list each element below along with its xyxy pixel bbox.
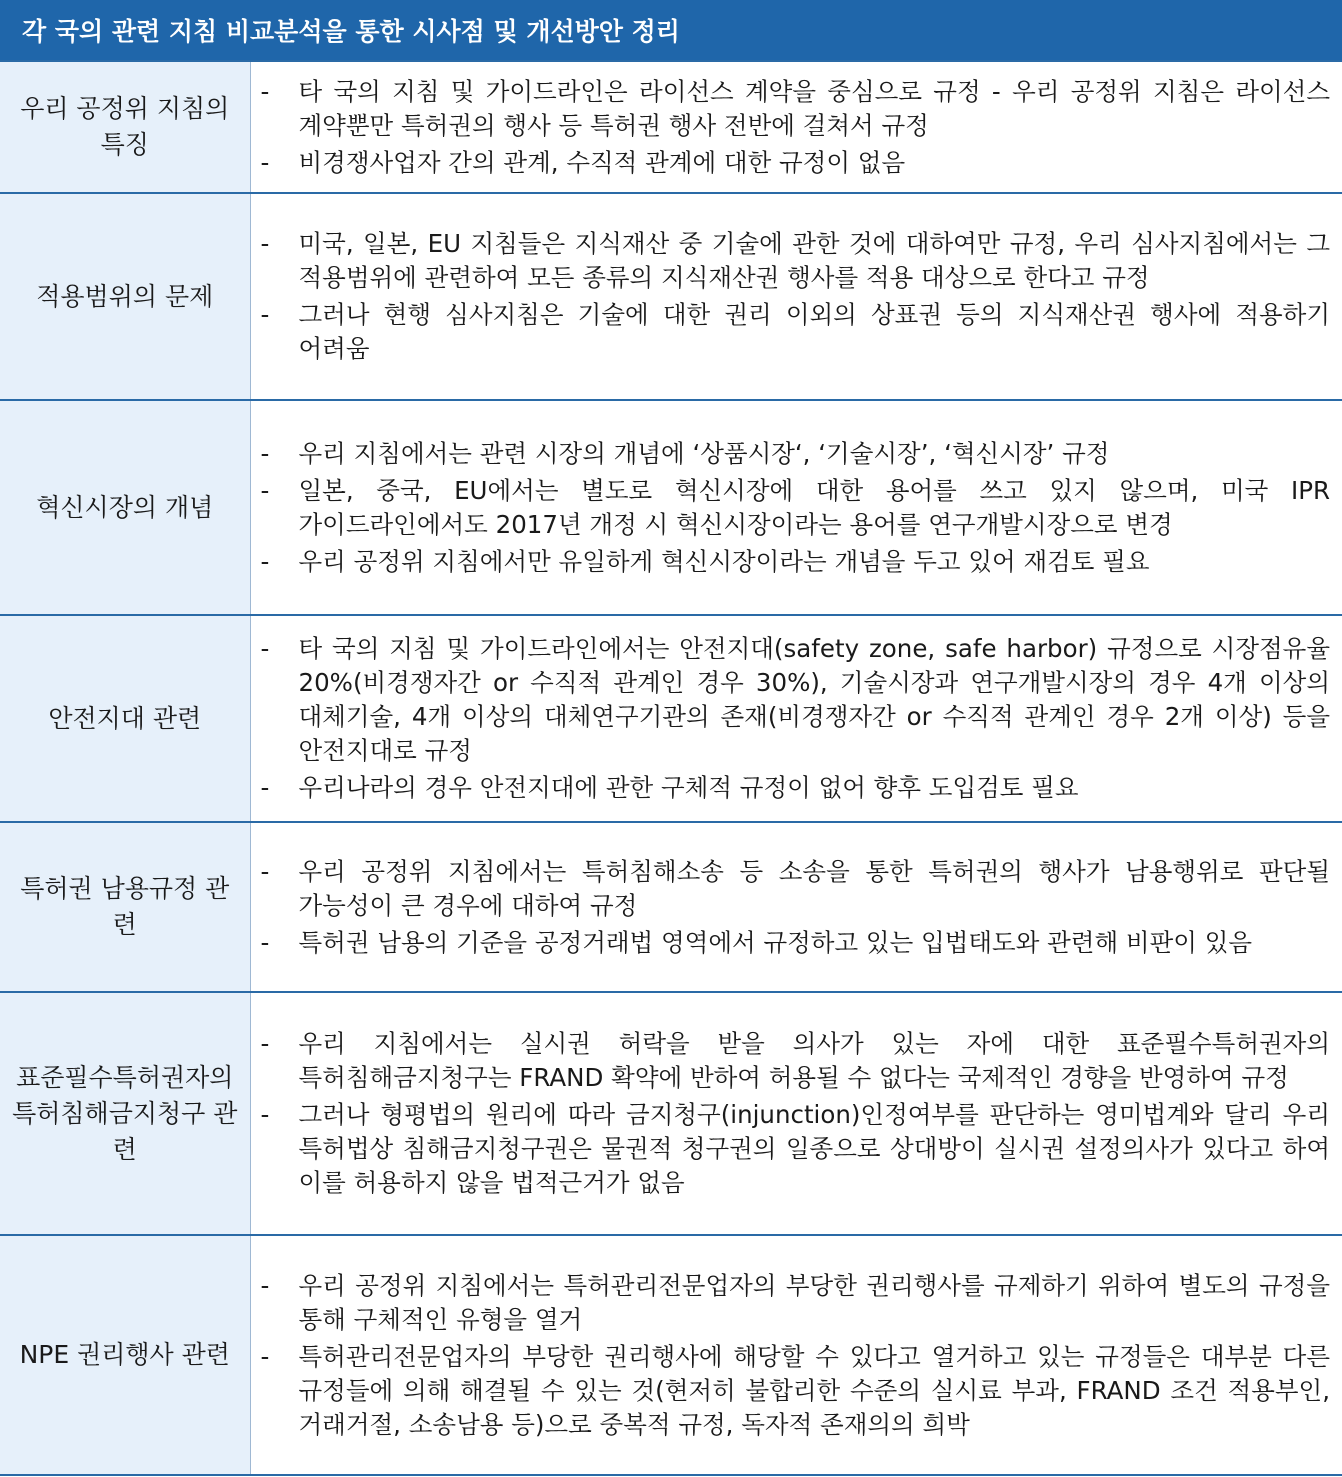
list-item: - 우리 공정위 지침에서는 특허관리전문업자의 부당한 권리행사를 규제하기 위하여 별도의 규정을 통해 구체적인 유형을 열거 — [261, 1269, 1331, 1337]
list-item: - 비경쟁사업자 간의 관계, 수직적 관계에 대한 규정이 없음 — [261, 146, 1331, 180]
list-item: - 미국, 일본, EU 지침들은 지식재산 중 기술에 관한 것에 대하여만 규정, 우리 심사지침에서는 그 적용범위에 관련하여 모든 종류의 지식재산권 행사를 적용 대상으로 한다고 규정 — [261, 227, 1331, 295]
row-label: 혁신시장의 개념 — [0, 400, 250, 615]
item-text: 미국, 일본, EU 지침들은 지식재산 중 기술에 관한 것에 대하여만 규정, 우리 심사지침에서는 그 적용범위에 관련하여 모든 종류의 지식재산권 행사를 적용 대상으로 한다고 규정 — [298, 229, 1330, 292]
row-content — [250, 1235, 1342, 1475]
list-item: - 타 국의 지침 및 가이드라인에서는 안전지대(safety zone, safe harbor) 규정으로 시장점유율 20%(비경쟁자간 or 수직적 관계인 경우 30%), 기술시장과 연구개발시장의 경우 4개 이상의 대체기술, 4개 이상의 대체연구기관의 존재(비경쟁자간 or 수직적 관계인 경우 2개 이상) 등을 안전지대로 규정 — [261, 632, 1331, 768]
table-row — [0, 400, 1342, 615]
item-text: 그러나 현행 심사지침은 기술에 대한 권리 이외의 상표권 등의 지식재산권 행사에 적용하기 어려움 — [298, 300, 1330, 363]
table-row — [0, 1235, 1342, 1475]
row-content — [250, 615, 1342, 822]
table-row — [0, 193, 1342, 400]
item-text: 우리 공정위 지침에서는 특허관리전문업자의 부당한 권리행사를 규제하기 위하여 별도의 규정을 통해 구체적인 유형을 열거 — [298, 1270, 1330, 1334]
row-content — [250, 822, 1342, 992]
table-row — [0, 822, 1342, 992]
table-row — [0, 992, 1342, 1235]
item-text: 우리나라의 경우 안전지대에 관한 구체적 규정이 없어 향후 도입검토 필요 — [298, 773, 1079, 802]
item-text: 우리 공정위 지침에서만 유일하게 혁신시장이라는 개념을 두고 있어 재검토 필요 — [298, 546, 1150, 576]
item-text: 특허관리전문업자의 부당한 권리행사에 해당할 수 있다고 열거하고 있는 규정들은 대부분 다른 규정들에 의해 해결될 수 있는 것(현저히 불합리한 수준의 실시료 부과, FRAND 조건 적용부인, 거래거절, 소송남용 등)으로 중복적 규정, 독자적 존재의의 희박 — [298, 1341, 1330, 1439]
item-text: 우리 공정위 지침에서는 특허침해소송 등 소송을 통한 특허권의 행사가 남용행위로 판단될 가능성이 큰 경우에 대하여 규정 — [298, 856, 1330, 920]
row-label: 특허권 남용규정 관련 — [0, 822, 250, 992]
row-label: 우리 공정위 지침의 특징 — [0, 61, 250, 193]
comparison-table — [0, 60, 1342, 1476]
row-label: NPE 권리행사 관련 — [0, 1235, 250, 1475]
table-title: 각 국의 관련 지침 비교분석을 통한 시사점 및 개선방안 정리 — [0, 0, 1342, 60]
list-item: - 우리 공정위 지침에서만 유일하게 혁신시장이라는 개념을 두고 있어 재검토 필요 — [261, 545, 1331, 579]
list-item: - 일본, 중국, EU에서는 별도로 혁신시장에 대한 용어를 쓰고 있지 않으며, 미국 IPR 가이드라인에서도 2017년 개정 시 혁신시장이라는 용어를 연구개발시장으로 변경 — [261, 474, 1331, 542]
list-item: - 그러나 현행 심사지침은 기술에 대한 권리 이외의 상표권 등의 지식재산권 행사에 적용하기 어려움 — [261, 298, 1331, 366]
item-text: 우리 지침에서는 실시권 허락을 받을 의사가 있는 자에 대한 표준필수특허권자의 특허침해금지청구는 FRAND 확약에 반하여 허용될 수 없다는 국제적인 경향을 반영하여 규정 — [298, 1029, 1330, 1092]
item-text: 타 국의 지침 및 가이드라인에서는 안전지대(safety zone, safe harbor) 규정으로 시장점유율 20%(비경쟁자간 or 수직적 관계인 경우 30%), 기술시장과 연구개발시장의 경우 4개 이상의 대체기술, 4개 이상의 대체연구기관의 존재(비경쟁자간 or 수직적 관계인 경우 2개 이상) 등을 안전지대로 규정 — [298, 634, 1330, 765]
row-label: 안전지대 관련 — [0, 615, 250, 822]
table-row — [0, 615, 1342, 822]
row-content — [250, 400, 1342, 615]
item-text: 특허권 남용의 기준을 공정거래법 영역에서 규정하고 있는 입법태도와 관련해 비판이 있음 — [298, 927, 1253, 957]
list-item: - 특허관리전문업자의 부당한 권리행사에 해당할 수 있다고 열거하고 있는 규정들은 대부분 다른 규정들에 의해 해결될 수 있는 것(현저히 불합리한 수준의 실시료 부과, FRAND 조건 적용부인, 거래거절, 소송남용 등)으로 중복적 규정, 독자적 존재의의 희박 — [261, 1340, 1331, 1442]
list-item: - 우리나라의 경우 안전지대에 관한 구체적 규정이 없어 향후 도입검토 필요 — [261, 771, 1331, 805]
row-content — [250, 193, 1342, 400]
list-item: - 타 국의 지침 및 가이드라인은 라이선스 계약을 중심으로 규정 - 우리 공정위 지침은 라이선스 계약뿐만 특허권의 행사 등 특허권 행사 전반에 걸쳐서 규정 — [261, 75, 1331, 143]
row-content — [250, 61, 1342, 193]
item-text: 일본, 중국, EU에서는 별도로 혁신시장에 대한 용어를 쓰고 있지 않으며, 미국 IPR 가이드라인에서도 2017년 개정 시 혁신시장이라는 용어를 연구개발시장으로 변경 — [298, 475, 1330, 539]
list-item: - 우리 지침에서는 관련 시장의 개념에 ‘상품시장‘, ‘기술시장’, ‘혁신시장’ 규정 — [261, 437, 1331, 471]
table-row — [0, 61, 1342, 193]
list-item: - 우리 지침에서는 실시권 허락을 받을 의사가 있는 자에 대한 표준필수특허권자의 특허침해금지청구는 FRAND 확약에 반하여 허용될 수 없다는 국제적인 경향을 반영하여 규정 — [261, 1027, 1331, 1095]
row-content — [250, 992, 1342, 1235]
item-text: 타 국의 지침 및 가이드라인은 라이선스 계약을 중심으로 규정 - 우리 공정위 지침은 라이선스 계약뿐만 특허권의 행사 등 특허권 행사 전반에 걸쳐서 규정 — [298, 76, 1330, 140]
list-item: - 특허권 남용의 기준을 공정거래법 영역에서 규정하고 있는 입법태도와 관련해 비판이 있음 — [261, 926, 1331, 960]
item-text: 우리 지침에서는 관련 시장의 개념에 ‘상품시장‘, ‘기술시장’, ‘혁신시장’ 규정 — [298, 438, 1110, 468]
list-item: - 우리 공정위 지침에서는 특허침해소송 등 소송을 통한 특허권의 행사가 남용행위로 판단될 가능성이 큰 경우에 대하여 규정 — [261, 855, 1331, 923]
row-label: 표준필수특허권자의 특허침해금지청구 관련 — [0, 992, 250, 1235]
item-text: 그러나 형평법의 원리에 따라 금지청구(injunction)인정여부를 판단하는 영미법계와 달리 우리 특허법상 침해금지청구권은 물권적 청구권의 일종으로 상대방이 실시권 설정의사가 있다고 하여 이를 허용하지 않을 법적근거가 없음 — [298, 1100, 1330, 1197]
list-item: - 그러나 형평법의 원리에 따라 금지청구(injunction)인정여부를 판단하는 영미법계와 달리 우리 특허법상 침해금지청구권은 물권적 청구권의 일종으로 상대방이 실시권 설정의사가 있다고 하여 이를 허용하지 않을 법적근거가 없음 — [261, 1098, 1331, 1200]
row-label: 적용범위의 문제 — [0, 193, 250, 400]
item-text: 비경쟁사업자 간의 관계, 수직적 관계에 대한 규정이 없음 — [298, 147, 906, 177]
